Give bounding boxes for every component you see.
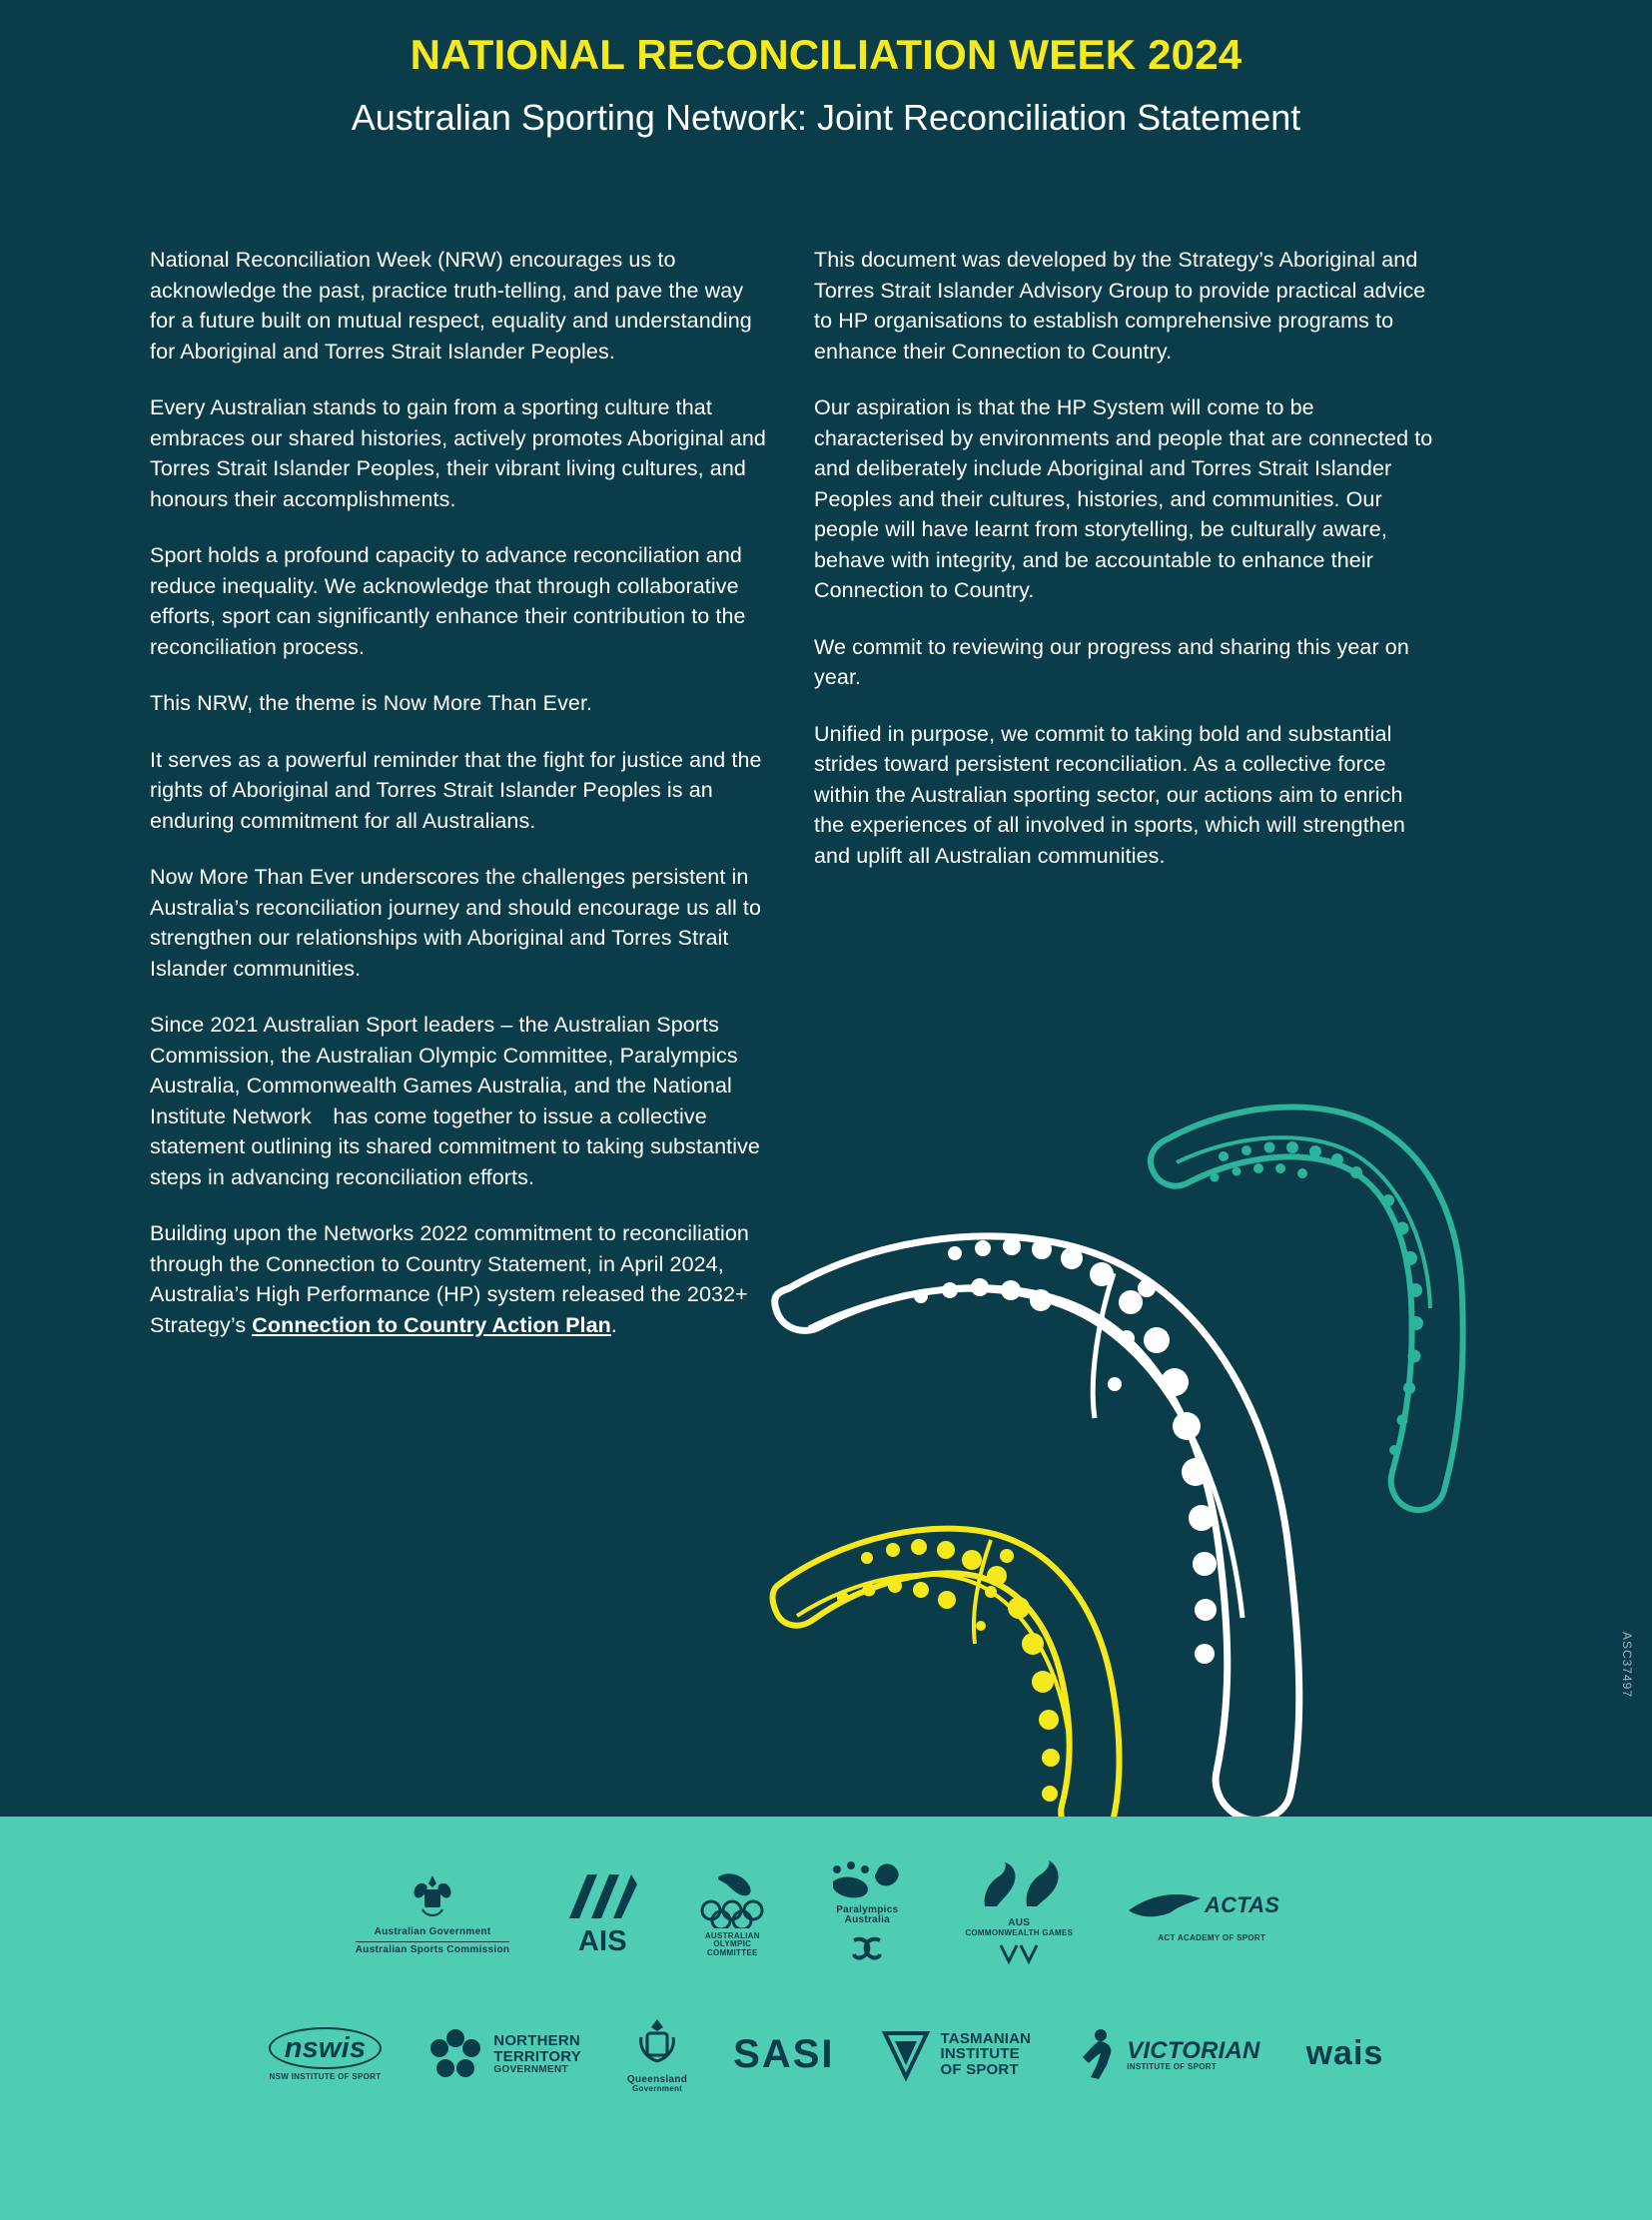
divider bbox=[356, 1941, 510, 1943]
footer-logo-band bbox=[0, 1817, 1652, 2220]
agitos-icon bbox=[850, 1934, 884, 1964]
paragraph: We commit to reviewing our progress and sharing this year on year. bbox=[814, 634, 1409, 690]
logo-line-3: COMMITTEE bbox=[706, 1947, 758, 1957]
logo-queensland-government bbox=[627, 2015, 687, 2094]
logo-line-1: nswis bbox=[284, 2031, 367, 2064]
logo-nswis bbox=[269, 2027, 383, 2082]
vis-runner-icon bbox=[1077, 2027, 1119, 2081]
paragraph: This document was developed by the Strategy’s Aboriginal and Torres Strait Islander Advisory Group to provide practical advice to HP organisations to establish comprehensive programs to enhance their Connection to Country. bbox=[814, 248, 1426, 364]
ais-mark-icon bbox=[563, 1870, 641, 1922]
logo-line-2: INSTITUTE OF SPORT bbox=[1127, 2061, 1218, 2071]
logo-line-2: NSW INSTITUTE OF SPORT bbox=[269, 2072, 382, 2082]
logo-line-1: SASI bbox=[733, 2032, 835, 2077]
logo-line-3: GOVERNMENT bbox=[493, 2063, 568, 2075]
svg-text:ACTAS: ACTAS bbox=[1205, 1892, 1280, 1918]
logo-line-3: OF SPORT bbox=[940, 2061, 1019, 2079]
logo-wais bbox=[1306, 2036, 1384, 2072]
logo-line-2: OLYMPIC bbox=[713, 1939, 752, 1949]
logo-line-1: Paralympics bbox=[836, 1903, 899, 1915]
logo-row-1 bbox=[0, 1858, 1652, 1969]
paragraph: Our aspiration is that the HP System will come to be characterised by environments and people that are connected to and deliberately include Aboriginal and Torres Strait Islander Peoples and their cultures, histories, and communities. Our people will have learnt from storytelling, be culturally aware, behave with integrity, and be accountable to enhance their Connection to Country. bbox=[814, 395, 1433, 603]
logo-line-2: INSTITUTE bbox=[940, 2045, 1020, 2063]
cga-chevrons-icon bbox=[999, 1943, 1039, 1965]
logo-line-2: Government bbox=[631, 2084, 683, 2094]
logo-line-2: Australian Sports Commission bbox=[355, 1944, 510, 1956]
olympic-rings-icon bbox=[695, 1870, 769, 1928]
logo-line-1: AIS bbox=[577, 1925, 627, 1958]
document-reference-code: ASC37497 bbox=[1620, 1631, 1634, 1698]
logo-line-2: COMMONWEALTH GAMES bbox=[965, 1927, 1074, 1937]
logo-australian-olympic-committee bbox=[695, 1870, 769, 1957]
logo-australian-government-asc bbox=[356, 1871, 510, 1956]
logo-northern-territory-government bbox=[427, 2026, 581, 2082]
qld-crest-icon bbox=[633, 2015, 681, 2071]
paragraph: National Reconciliation Week (NRW) encourages us to acknowledge the past, practice truth-telling, and pave the way for a future built on mutual respect, equality and understanding for Aboriginal and Torres Strait Islander Peoples. bbox=[150, 248, 752, 364]
paragraph: Unified in purpose, we commit to taking bold and substantial strides toward persistent reconciliation. As a collective force within the Australian sporting sector, our actions aim to enrich the experiences of all involved in sports, which will strengthen and uplift all Australian communities. bbox=[814, 721, 1405, 868]
actas-wordmark-icon bbox=[1127, 1884, 1296, 1930]
yellow-boomerang-icon bbox=[773, 1529, 1120, 1838]
header bbox=[0, 0, 1652, 139]
paralympics-kangaroo-icon bbox=[823, 1859, 911, 1901]
logo-line-1: VICTORIAN bbox=[1127, 2036, 1260, 2064]
logo-sasi bbox=[733, 2033, 834, 2075]
paragraph: This NRW, the theme is Now More Than Ever. bbox=[150, 691, 593, 716]
nt-flower-icon bbox=[427, 2026, 483, 2082]
logo-line-2: Australia bbox=[844, 1914, 891, 1926]
logo-row-2 bbox=[0, 2015, 1652, 2094]
logo-commonwealth-games-australia bbox=[965, 1858, 1073, 1969]
paragraph: Since 2021 Australian Sport leaders – the Australian Sports Commission, the Australian Olympic Committee, Paralympics Australia, Commonwealth Games Australia, and the National Institute Network has come together to issue a collective statement outlining its shared commitment to taking substantive steps in advancing reconciliation efforts. bbox=[150, 1013, 760, 1189]
paragraph-with-link bbox=[150, 1218, 774, 1340]
paragraph: Every Australian stands to gain from a sporting culture that embraces our shared histories, actively promotes Aboriginal and Torres Strait Islander Peoples, their vibrant living cultures, and honours their accomplishments. bbox=[150, 395, 766, 511]
paragraph: It serves as a powerful reminder that the fight for justice and the rights of Aboriginal and Torres Strait Islander Peoples is an enduring commitment for all Australians. bbox=[150, 747, 762, 833]
paragraph-text-after-link: . bbox=[610, 1312, 617, 1337]
logo-line-1: Australian Government bbox=[374, 1926, 491, 1938]
white-boomerang-icon bbox=[775, 1236, 1299, 1821]
logo-line-2: ACT ACADEMY OF SPORT bbox=[1158, 1933, 1266, 1943]
coat-of-arms-icon bbox=[403, 1871, 462, 1923]
logo-line-1: Queensland bbox=[626, 2073, 688, 2085]
logo-actas bbox=[1127, 1884, 1296, 1942]
page-subtitle: Australian Sporting Network: Joint Reconciliation Statement bbox=[351, 97, 1301, 139]
paragraph: Now More Than Ever underscores the challenges persistent in Australia’s reconciliation journey and should encourage us all to strengthen our relationships with Aboriginal and Torres Strait Islander communities. bbox=[150, 865, 762, 981]
logo-line-2: TERRITORY bbox=[493, 2048, 581, 2066]
connection-to-country-action-plan-link[interactable]: Connection to Country Action Plan bbox=[252, 1312, 611, 1337]
nswis-oval bbox=[269, 2027, 383, 2069]
logo-tasmanian-institute-of-sport bbox=[881, 2027, 1032, 2081]
logo-line-1: AUSTRALIAN bbox=[704, 1930, 760, 1940]
kangaroo-emu-icon bbox=[973, 1858, 1065, 1914]
paragraph-text-before-link: Building upon the Networks 2022 commitment to reconciliation through the Connection to Country Statement, in April 2024, Australia’s High Performance (HP) system released the 2032+ Strategy’s bbox=[150, 1221, 749, 1337]
logo-line-1: TASMANIAN bbox=[940, 2029, 1032, 2047]
logo-victorian-institute-of-sport bbox=[1077, 2027, 1259, 2081]
left-column bbox=[150, 245, 774, 1340]
logo-paralympics-australia bbox=[823, 1859, 911, 1968]
logo-ais bbox=[563, 1870, 641, 1956]
page-title: NATIONAL RECONCILIATION WEEK 2024 bbox=[410, 31, 1242, 78]
tis-triangle-icon bbox=[881, 2027, 931, 2081]
logo-line-1: wais bbox=[1305, 2034, 1384, 2073]
logo-line-1: AUS bbox=[1008, 1917, 1031, 1928]
logo-line-1: NORTHERN bbox=[493, 2032, 580, 2050]
paragraph: Sport holds a profound capacity to advance reconciliation and reduce inequality. We acknowledge that through collaborative efforts, sport can significantly enhance their contribution to the reconciliation process. bbox=[150, 543, 746, 659]
boomerang-artwork bbox=[769, 1079, 1548, 1838]
